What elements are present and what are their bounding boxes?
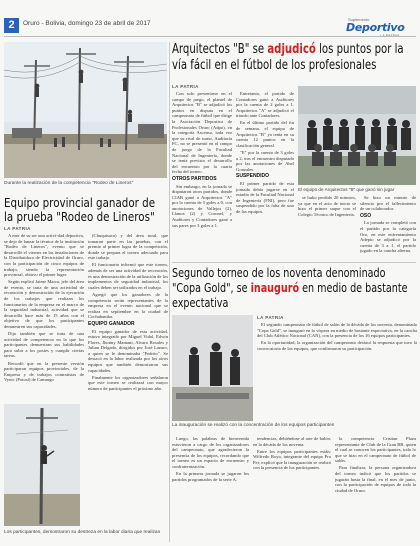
left-headline: Equipo provincial ganador de la prueba "Rodeo de Lineros" <box>4 196 156 224</box>
copa-gold-column-4 <box>335 436 416 536</box>
headline-part: en medio de bastante expectativa <box>172 281 408 310</box>
team-photo-caption: El equipo de Arquitectos "B" que ganó sin jugar <box>298 187 395 192</box>
left-column-1 <box>4 233 84 401</box>
arquitectos-kicker: LA PATRIA <box>172 84 199 89</box>
linemen-photo-caption: Durante la realización de la competencia "Rodeo de Lineros" <box>4 181 134 186</box>
logo-super: Suplemento <box>348 17 370 22</box>
arquitectos-column-1 <box>172 91 232 257</box>
page-number: 2 <box>4 18 19 33</box>
headline-part: los puntos por la vía fácil en el fútbol de los profesionales <box>172 42 404 73</box>
copa-gold-column-2 <box>172 436 249 536</box>
paragraph: El funcionario informó que este torneo, además de ser una actividad de recreación, es una demostración de la utilización de los implementos de seguridad industrial, los cuales deben ser utilizados en el trabajo. <box>88 262 168 290</box>
headline-part: Segundo torneo de los noventa denominado "Copa Gold", se <box>172 266 386 295</box>
paragraph: Agregó que los ganadores de la competencia serán representantes de la empresa en el evento nacional que se realiza en septiembre en la ciudad de Cochabamba. <box>88 291 168 320</box>
paragraph: En la primera jornada se jugaron los partidos programados de la serie A. <box>172 471 249 482</box>
left-kicker: LA PATRIA <box>4 226 31 231</box>
paragraph: En la oportunidad, la organización del campeonato destacó la respuesta que tuvo la convocatoria de los equipos, que confirmaron su participación. <box>257 340 417 351</box>
copa-gold-column-1 <box>257 322 417 422</box>
paragraph: Sin embargo, en la jornada se disputaron otros partidos, donde CIAB ganó a Arquitectos "A" por la cuenta de 5 goles a 0, con anotaciones de Vallejos (2), Llanos (2) y Coronel, y Auditores y Contadores ganó a sus pares por 3 goles a 1. <box>172 183 232 228</box>
arquitectos-column-2 <box>236 91 294 257</box>
column-divider <box>169 42 170 542</box>
paragraph: Finalmente los organizadores señalaron que este torneo se realizará con mayor número de participantes el próximo año. <box>88 374 168 391</box>
copa-gold-column-3 <box>253 436 331 536</box>
paragraph: Se hizo un minuto de silencio por el fallecimiento de un colaborador. <box>360 195 416 212</box>
paragraph: Luego, las palabras de bienvenida estuvieron a cargo de los organizadores del campeonato, que agradecieron la presencia de los equipos, recordando que el torneo es un espacio de encuentro y confraternización. <box>172 436 249 469</box>
paragraph: tendencias, debiéndose al arte de balón, en la década de los noventa. <box>253 436 331 447</box>
paragraph: Entretanto, el partido de Contadores ganó a Auditores por la cuenta de 2 goles a 1. Arquitectos "A" se adjudicó el triunfo ante Contadores. <box>236 91 294 119</box>
lineman-bottom-photo <box>4 404 80 526</box>
paragraph: Para finalizar, la persona organizadora del torneo indicó que los partidos se jugarán hasta la final, en el mes de junio, con la participación de equipos de toda la ciudad de Oruro. <box>335 465 416 493</box>
paragraph: Con solo presentarse en el campo de juego, el plantel de Arquitectos "B" se adjudicó los puntos en disputa en el campeonato de fútbol que dirige la Asociación Deportiva de Profesionales Oruro (Adpo), en la categoría Ascenso, toda vez que su rival de turno, Auditoría FC, no se presentó en el campo de juego de la Facultad Nacional de Ingeniería, donde se tenía previsto el desarrollo del encuentro por la cuarta fecha del torneo. <box>172 91 232 175</box>
paragraph: Entre los equipos participantes están: Wilfredo Royo, integrante del equipo Pro Fer, explicó que la inauguración se realizó con la presencia de los participantes. <box>253 448 331 471</box>
paragraph: A mor de su ser una activi-dad deportiva, se dejo de lanzar la técnica de la institución "Rodeo de Lineros", evento que se desarrolló el viernes en las instalaciones de la Distribuidora de Electricidad de Oruro, con la participación de cinco equipos de trabajo, siendo la representación provincial, obtuvo el primer lugar. <box>4 233 84 278</box>
headline-highlight: adjudicó <box>267 42 316 57</box>
dateline: Oruro - Bolivia, domingo 23 de abril de 2017 <box>23 20 151 27</box>
paragraph: El equipo ganador de esta actividad, estuvo integrado por Miguel Vidal, Edwin Flores, Jhonny Mamani, Alvaro Rosales y Julian Delgado, dirigidos por José Lazaro, a quien se le denominaba "Pedrito". Se destacó en la labor realizada por los otros equipos que también demostraron sus capacidades. <box>88 328 168 373</box>
paragraph: La jornada se completó con el partido por la categoría Oro, en este enfrentamiento Adepto se adjudicó por la cuenta de 3 a 1, el partido jugado en la cancha alterna. <box>360 220 416 254</box>
paragraph: Dijo también que se trata de una actividad de competencia en la que los participantes demuestran sus habilidades para subir a los postes y cumplir ciertas tareas. <box>4 331 84 359</box>
copa-gold-headline <box>172 266 416 311</box>
subheading: SUSPENDIDO <box>236 173 270 180</box>
linemen-photo <box>4 42 167 178</box>
paragraph: "E" por la cuenta de 3 goles a 2, tras el encuentro disputado por las anotaciones de Abel Gonzales. <box>236 149 294 172</box>
page-header <box>0 0 420 40</box>
team-photo <box>298 86 416 185</box>
paragraph: la competencia Cristian Plaza representante de Club de la Gran BB, quien el cual se conocen los participantes, todo lo que se hizo en el campeonato de fútbol de salón. <box>335 436 416 464</box>
arquitectos-headline <box>172 42 415 73</box>
subheading: OSO <box>360 212 372 219</box>
header-divider <box>4 36 416 37</box>
logo-name: Deportivo <box>346 21 405 34</box>
subheading: EQUIPO GANADOR <box>88 320 135 327</box>
bottom-photo-caption: Los participantes, demostraron su destreza en la labor diaria que realizan <box>4 530 161 535</box>
arquitectos-column-3 <box>298 195 356 261</box>
referee-photo <box>172 315 253 421</box>
paragraph: El segundo campeonato de fútbol de salón de la década de los noventa, denominado "Copa Gold", se inauguró en la víspera en medio de bastante expectativa, en la cancha del Club Atlético Nacional (CAN), con la presencia de los 16 equipos participantes. <box>257 322 417 339</box>
paragraph: En el último partido del fin de semana, el equipo de Arquitectos "B" ya tenía en su cuenta 12 puntos en la clasificación general. <box>236 120 294 148</box>
inauguration-caption: La inauguración se realizó con la concentración de los equipos participantes <box>172 423 335 428</box>
headline-highlight: inauguró <box>250 281 300 295</box>
paragraph: Recordó que en la presente versión participaron equipos provinciales, de la Empresa y de trabajos contratistas de Vynic (Potosí) de Camargo <box>4 360 84 383</box>
subheading: OTROS PARTIDOS <box>172 175 217 182</box>
section-divider <box>172 262 416 263</box>
headline-part: Arquitectos "B" se <box>172 42 268 57</box>
paragraph: (Chuquisaca) y del área rural, que tomaron parte en las pruebas, con el premio al primer lugar de la competición, donde se prepara el torneo adecuado para este trabajo. <box>88 233 168 261</box>
arquitectos-column-4 <box>360 195 416 261</box>
left-column-2 <box>88 233 168 530</box>
paragraph: se hubo perdido 20 minutos, ya que en el acto de inicio se hizo el primer saque con el Colegio Técnico de Ingeniería. <box>298 195 356 217</box>
paragraph: El primer partido de esta jornada debía jugarse en el estadio de la Facultad Nacional de Ingeniería (FNI), pero fue suspendido por la falta de uno de los equipos. <box>236 180 294 214</box>
paragraph: Según explicó Jaime Marca, jefe del área de evento, se trata de una actividad de recreación y demostración de la ejecución de los trabajos que realizan los funcionarios de la empresa en el marco de la seguridad industrial, actividad que se desarrolla hace más de 15 años con el objetivo de que los participantes demuestren sus capacidades. <box>4 279 84 329</box>
copa-gold-kicker: LA PATRIA <box>257 315 284 320</box>
